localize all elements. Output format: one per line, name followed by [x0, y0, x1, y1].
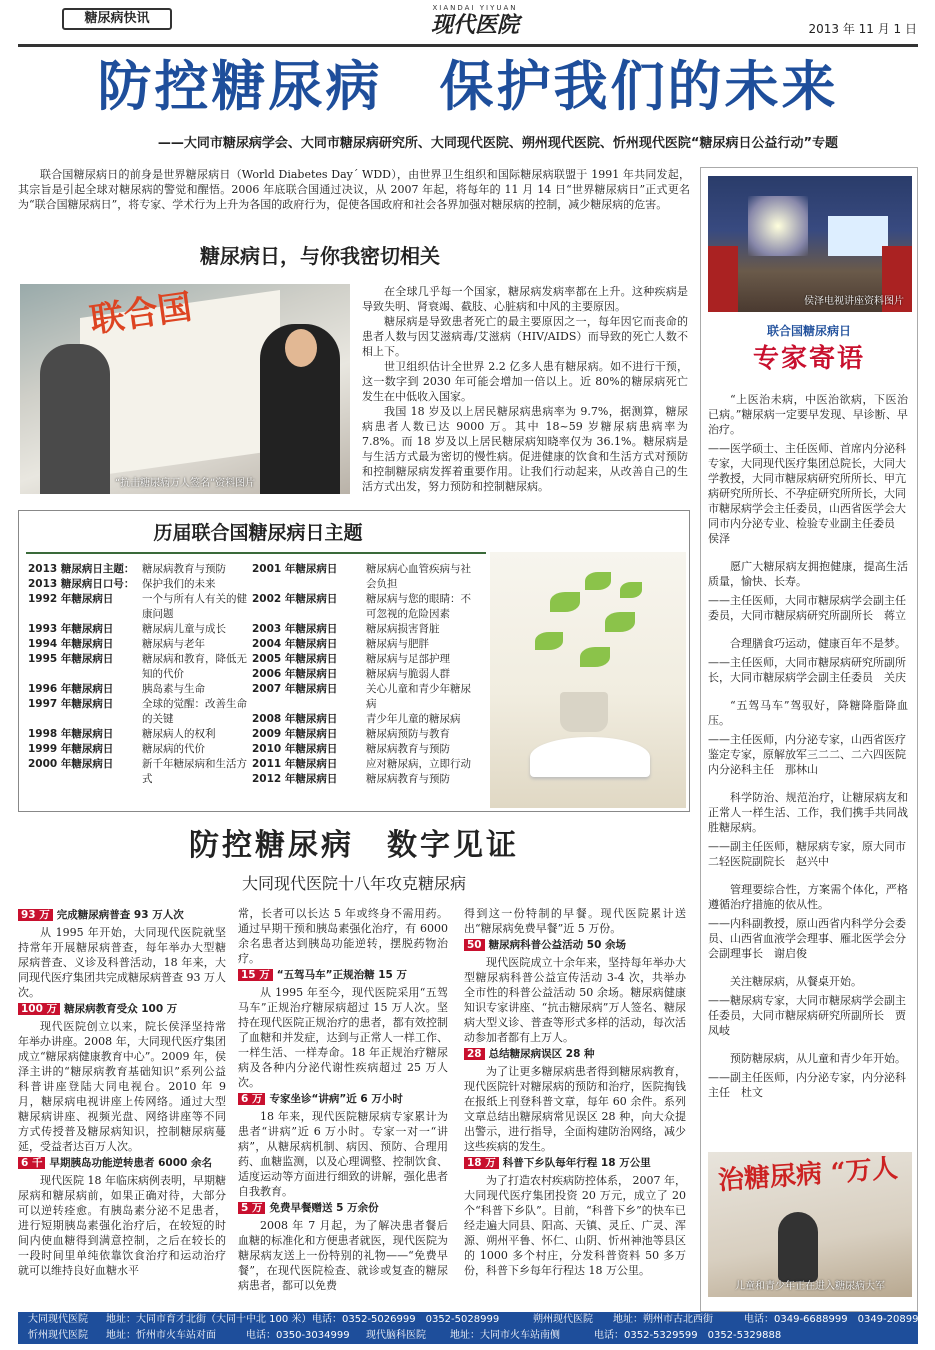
plant-leaf	[585, 572, 611, 590]
section1-paragraph: 世卫组织估计全世界 2.2 亿多人患有糖尿病。如不进行干预，这一数字到 2030 年可能会增加一倍以上。近 80%的糖尿病死亡发生在中低收入国家。	[362, 360, 688, 403]
theme-year: 2004 年糖尿病日	[252, 638, 338, 650]
plant-pot	[560, 692, 608, 732]
stat-heading	[464, 1047, 686, 1062]
quote-text: 管理要综合性，方案需个体化，严格遵循治疗措施的依从性。	[708, 883, 908, 911]
theme-row	[252, 667, 487, 682]
theme-text: 关心儿童和青少年糖尿病	[366, 683, 471, 710]
theme-year: 1995 年糖尿病日	[28, 653, 114, 665]
photo-caption: 侯泽电视讲座资料图片	[804, 296, 904, 307]
theme-year: 2010 年糖尿病日	[252, 743, 338, 755]
quote-signature: ——主任医师，大同市糖尿病研究所副所长，大同市糖尿病学会副主任委员 关庆	[708, 656, 906, 684]
quote-signature: ——糖尿病专家，大同市糖尿病学会副主任委员，大同市糖尿病研究所副所长 贾凤岐	[708, 994, 906, 1037]
quote-signature: ——副主任医师，内分泌专家，内分泌科主任 杜文	[708, 1071, 906, 1099]
quote-text: 预防糖尿病，从儿童和青少年开始。	[730, 1052, 906, 1065]
stat-body: 现代医院创立以来，院长侯泽坚持常年举办讲座。2008 年，大同现代医疗集团成立“糖尿病健康教育中心”。2009 年，侯泽主讲的“糖尿病教育基础知识”系列公益科普讲座登陆大同电视台。2010 年 9 月，糖尿病电视讲座上传网络。通过大型糖尿病讲座、视频光盘、网络讲座等不同方式传授普及糖尿病知识，控制糖尿病蔓延，受益者达百万人次。	[18, 1020, 226, 1153]
expert-quotes	[708, 392, 908, 1100]
stat-heading-text: 总结糖尿病误区 28 种	[488, 1048, 595, 1060]
stat-badge: 6 万	[238, 1093, 265, 1105]
theme-row	[28, 622, 258, 637]
quote-signature: ——主任医师，内分泌专家，山西省医疗鉴定专家，原解放军三二二、二六四医院内分泌科主任 那林山	[708, 733, 906, 776]
issue-date: 2013 年 11 月 1 日	[808, 22, 917, 36]
quote-text: “五驾马车”驾驭好，降糖降脂降血压。	[708, 699, 908, 727]
stat-badge: 28	[464, 1048, 485, 1060]
theme-text: 糖尿病心血管疾病与社会负担	[366, 563, 471, 590]
theme-text: 保护我们的未来	[142, 578, 216, 590]
page-subline: ——大同市糖尿病学会、大同市糖尿病研究所、大同现代医院、朔州现代医院、忻州现代医院“糖尿病日公益行动”专题	[157, 136, 838, 151]
plant-leaf	[535, 632, 563, 650]
theme-year: 2011 年糖尿病日	[252, 758, 338, 770]
theme-row	[252, 712, 487, 727]
theme-text: 糖尿病与足部护理	[366, 653, 450, 665]
hospital-phone: 电话：0350-3034999	[246, 1330, 350, 1341]
theme-row	[28, 577, 258, 592]
projection-screen	[828, 216, 888, 256]
quote-text: 合理膳食巧运动，健康百年不是梦。	[730, 637, 906, 650]
theme-text: 糖尿病教育与预防	[366, 743, 450, 755]
intro-text: 联合国糖尿病日的前身是世界糖尿病日（World Diabetes Day´ WDD），由世界卫生组织和国际糖尿病联盟于 1991 年共同发起，其宗旨是引起全球对糖尿病的警觉和醒悟。2006 年底联合国通过决议，从 2007 年起，将每年的 11 月 14 日“世界糖尿病日”正式更名为“联合国糖尿病日”，将专家、学术行为上升为各国的政府行为，促使各国政府和社会各界加强对糖尿病的控制，减少糖尿病的危害。	[18, 168, 690, 211]
sidebar-kicker: 联合国糖尿病日	[766, 324, 851, 338]
stat-heading	[18, 908, 226, 923]
photo-caption: 儿童和青少年正在进入糖尿病大军	[735, 1281, 885, 1292]
stat-body: 18 年来，现代医院糖尿病专家累计为患者“讲病”近 6 万小时。专家一对一“讲病”，从糖尿病机制、病因、预防、合理用药、血糖监测，以及心理调整、控制饮食、适度运动等方面进行细致的讲解，强化患者自我教育。	[238, 1110, 448, 1198]
stat-heading	[238, 968, 448, 983]
theme-text: 糖尿病与您的眼睛：不可忽视的危险因素	[366, 593, 471, 620]
quote-signature: ——医学硕士、主任医师、首席内分泌科专家，大同现代医疗集团总院长，大同大学教授，大同市糖尿病研究所所长、甲亢病研究所所长、不孕症研究所所长，大同市糖尿病学会主任委员，山西省医学会大同市内分泌专业、检验专业副主任委员 侯泽	[708, 442, 906, 545]
banner-text: 治糖尿病 “万人	[717, 1153, 899, 1197]
plant-leaf	[620, 582, 642, 598]
theme-text: 糖尿病和教育，降低无知的代价	[142, 653, 247, 680]
hospital-address: 地址：大同市育才北街（大同十中北 100 米）	[106, 1314, 312, 1325]
theme-text: 全球的觉醒：改善生命的关键	[142, 698, 247, 725]
stat-body: 为了让更多糖尿病患者得到糖尿病教育，现代医院针对糖尿病的预防和治疗，医院掏钱在报纸上刊登科普文章，每年 60 余件。系列文章总结出糖尿病常见误区 28 种，向大众提出警示，进行指导，全面构建防治网络，减少这些疾病的发生。	[464, 1065, 686, 1153]
theme-year: 1998 年糖尿病日	[28, 728, 114, 740]
theme-row	[28, 637, 258, 652]
theme-year: 2013 糖尿病日口号：	[28, 578, 135, 590]
theme-year: 2002 年糖尿病日	[252, 593, 338, 605]
themes-rule	[26, 552, 486, 554]
theme-text: 糖尿病与老年	[142, 638, 205, 650]
stat-badge: 93 万	[18, 909, 53, 921]
theme-row	[252, 592, 487, 622]
plant-leaf	[550, 592, 580, 612]
person-face	[285, 329, 317, 367]
quote-text: “上医治未病，中医治欲病，下医治已病。”糖尿病一定要早发现、早诊断、早治疗。	[708, 393, 908, 436]
quote-signature: ——主任医师，大同市糖尿病学会副主任委员，大同市糖尿病研究所副所长 蒋立	[708, 594, 906, 622]
theme-row	[28, 727, 258, 742]
hospital-name: 朔州现代医院	[533, 1314, 593, 1325]
hospital-address: 地址：忻州市火车站对面	[106, 1330, 216, 1341]
stats-column-b	[238, 906, 448, 1293]
theme-row	[252, 772, 487, 787]
stat-body: 现代医院成立十余年来，坚持每年举办大型糖尿病科普公益宣传活动 3-4 次，共举办全市性的科普公益活动 50 余场。糖尿病健康知识专家讲座、“抗击糖尿病”万人签名、糖尿病大型义诊、普查等形式多样的活动，每次活动参加者都有上万人。	[464, 956, 686, 1044]
theme-text: 青少年儿童的糖尿病	[366, 713, 461, 725]
theme-text: 糖尿病的代价	[142, 743, 205, 755]
stat-heading	[464, 938, 686, 953]
theme-row	[252, 742, 487, 757]
masthead-pinyin: XIANDAI YIYUAN	[432, 4, 518, 12]
section-tag: 糖尿病快讯	[62, 8, 172, 30]
theme-text: 糖尿病人的权利	[142, 728, 216, 740]
banner-text: 联合国	[87, 287, 195, 341]
theme-year: 1992 年糖尿病日	[28, 593, 114, 605]
hospital-phone: 电话：0352-5329599 0352-5329888	[594, 1330, 782, 1341]
stat-badge: 15 万	[238, 969, 273, 981]
section1-paragraph: 我国 18 岁及以上居民糖尿病患病率为 9.7%，据测算，糖尿病患者人数已达 9000 万。其中 18~59 岁糖尿病患病率为 7.8%。而 18 岁及以上居民糖尿病知晓率仅为 36.1%。糖尿病是与生活方式最为密切的慢性病。促进健康的饮食和生活方式对预防和控制糖尿病发挥着重要作用。让我们行动起来，从改善自己的生活方式出发，努力预防和控制糖尿病。	[362, 405, 688, 493]
stats-column-c	[464, 906, 686, 1278]
footer-contacts	[18, 1312, 932, 1344]
theme-year: 1997 年糖尿病日	[28, 698, 114, 710]
stat-heading-text: 糖尿病科普公益活动 50 余场	[488, 939, 627, 951]
stat-heading-text: 免费早餐赠送 5 万余份	[269, 1202, 379, 1214]
signature-photo	[20, 284, 350, 494]
theme-row	[28, 742, 258, 757]
stat-heading-text: 早期胰岛功能逆转患者 6000 余名	[49, 1157, 213, 1169]
hospital-name: 大同现代医院	[28, 1314, 88, 1325]
section2-subtitle: 大同现代医院十八年攻克糖尿病	[241, 874, 466, 893]
theme-row	[252, 727, 487, 742]
theme-text: 糖尿病预防与教育	[366, 728, 450, 740]
stat-heading	[464, 1156, 686, 1171]
theme-year: 2013 糖尿病日主题：	[28, 563, 135, 575]
stat-badge: 6 千	[18, 1157, 45, 1169]
theme-year: 2000 年糖尿病日	[28, 758, 114, 770]
theme-text: 一个与所有人有关的健康问题	[142, 593, 247, 620]
plant-leaf	[580, 647, 610, 667]
theme-year: 2006 年糖尿病日	[252, 668, 338, 680]
quote-text: 愿广大糖尿病友拥抱健康，提高生活质量，愉快、长寿。	[708, 560, 908, 588]
theme-row	[252, 622, 487, 637]
theme-year: 2009 年糖尿病日	[252, 728, 338, 740]
hospital-address: 地址：大同市火车站南侧	[450, 1330, 560, 1341]
theme-text: 糖尿病教育与预防	[142, 563, 226, 575]
theme-year: 1994 年糖尿病日	[28, 638, 114, 650]
child-figure	[778, 1212, 818, 1282]
stat-body: 从 1995 年至今，现代医院采用“五驾马车”正规治疗糖尿病超过 15 万人次。坚持在现代医院正规治疗的患者，都有效控制了血糖和并发症，达到与正常人一样工作、一样生活、一样寿命。18 年正规治疗糖尿病及各种内分泌代谢性疾病超过 25 万人次。	[238, 986, 448, 1089]
hospital-phone: 电话：0352-5026999 0352-5028999	[312, 1314, 500, 1325]
theme-row	[252, 562, 487, 592]
quote-signature: ——副主任医师，糖尿病专家，原大同市二轻医院副院长 赵兴中	[708, 840, 906, 868]
theme-text: 糖尿病教育与预防	[366, 773, 450, 785]
stat-badge: 50	[464, 939, 485, 951]
theme-text: 糖尿病与脆弱人群	[366, 668, 450, 680]
stat-badge: 18 万	[464, 1157, 499, 1169]
theme-row	[28, 757, 258, 787]
theme-year: 2008 年糖尿病日	[252, 713, 338, 725]
section2-title: 防控糖尿病 数字见证	[189, 828, 519, 863]
theme-text: 胰岛素与生命	[142, 683, 205, 695]
hospital-name: 现代脑科医院	[366, 1330, 426, 1341]
stat-heading	[18, 1156, 226, 1171]
section1-body	[362, 284, 688, 494]
theme-year: 1993 年糖尿病日	[28, 623, 114, 635]
stat-heading-text: 专家坐诊“讲病”近 6 万小时	[269, 1093, 403, 1105]
stat-body: 为了打造农村疾病防控体系， 2007 年，大同现代医疗集团投资 20 万元，成立了 20 个“科普下乡队”。目前，“科普下乡”的快车已经走遍大同县、阳高、天镇、灵丘、广灵、浑源、朔州平鲁、怀仁、山阴、忻州神池等县区的 1000 多个村庄，分发科普资料 50 多万份，科普下乡每年行程达 18 万公里。	[464, 1174, 686, 1277]
theme-text: 糖尿病儿童与成长	[142, 623, 226, 635]
plant-book-photo	[490, 552, 686, 808]
themes-title: 历届联合国糖尿病日主题	[153, 522, 363, 544]
theme-text: 糖尿病损害肾脏	[366, 623, 440, 635]
theme-year: 2005 年糖尿病日	[252, 653, 338, 665]
open-book	[530, 737, 650, 777]
hospital-address: 地址：朔州市古北西街	[613, 1314, 713, 1325]
section1-paragraph: 在全球几乎每一个国家，糖尿病发病率都在上升。这种疾病是导致失明、肾衰竭、截肢、心脏病和中风的主要原因。	[362, 285, 688, 313]
plant-leaf	[605, 612, 635, 632]
youth-photo	[708, 1152, 912, 1297]
stat-body: 现代医院 18 年临床病例表明，早期糖尿病和糖尿病前，如果正确对待，大部分可以逆转痊愈。有胰岛素分泌不足患者，进行短期胰岛素强化治疗后，在较短的时间内使血糖得到满意控制，之后在较长的一段时间里单纯依靠饮食治疗和运动治疗就可以维持良好血糖水平	[18, 1174, 226, 1277]
theme-year: 2007 年糖尿病日	[252, 683, 338, 695]
intro-paragraph	[18, 167, 690, 212]
stat-heading-text: 科普下乡队每年行程 18 万公里	[502, 1157, 651, 1169]
masthead-logo	[400, 4, 550, 38]
stat-body: 2008 年 7 月起，为了解决患者餐后血糖的标准化和方便患者就医，现代医院为糖尿病友送上一份特别的礼物——“免费早餐”，在现代医院检查、就诊或复查的糖尿病患者，都可以免费	[238, 1219, 448, 1292]
theme-year: 1996 年糖尿病日	[28, 683, 114, 695]
theme-row	[28, 652, 258, 682]
sidebar-title: 专家寄语	[752, 344, 865, 374]
stage-light	[748, 196, 808, 256]
theme-row	[252, 637, 487, 652]
stat-badge: 100 万	[18, 1003, 60, 1015]
hospital-phone: 电话：0349-6688999 0349-2089999	[744, 1314, 932, 1325]
theme-year: 2012 年糖尿病日	[252, 773, 338, 785]
photo-caption: “抗击糖尿病万人签名”资料图片	[114, 478, 256, 489]
masthead-name: 现代医院	[430, 12, 519, 38]
page-headline: 防控糖尿病 保护我们的未来	[97, 55, 839, 118]
theme-row	[252, 652, 487, 667]
stat-heading-text: 糖尿病教育受众 100 万	[64, 1003, 178, 1015]
theme-year: 1999 年糖尿病日	[28, 743, 114, 755]
stat-body: 得到这一份特制的早餐。现代医院累计送出“糖尿病免费早餐”近 5 万份。	[464, 907, 686, 935]
stat-heading	[238, 1092, 448, 1107]
theme-row	[28, 562, 258, 577]
header-rule	[18, 44, 918, 47]
stat-heading	[18, 1002, 226, 1017]
quote-text: 关注糖尿病，从餐桌开始。	[730, 975, 862, 988]
lecture-photo	[708, 176, 912, 312]
theme-year: 2003 年糖尿病日	[252, 623, 338, 635]
theme-row	[252, 682, 487, 712]
stat-body: 常，长者可以长达 5 年或终身不需用药。通过早期干预和胰岛素强化治疗，有 6000 余名患者达到胰岛功能逆转，摆脱药物治疗。	[238, 907, 448, 965]
person-signing	[40, 344, 110, 494]
quote-text: 科学防治、规范治疗，让糖尿病友和正常人一样生活、工作，我们携手共同战胜糖尿病。	[708, 791, 908, 834]
stat-heading-text: 完成糖尿病普查 93 万人次	[56, 909, 184, 921]
themes-list-right	[252, 562, 487, 787]
section1-paragraph: 糖尿病是导致患者死亡的最主要原因之一，每年因它而丧命的患者人数与因艾滋病毒/艾滋病（HIV/AIDS）而导致的死亡人数不相上下。	[362, 315, 688, 358]
theme-text: 应对糖尿病，立即行动	[366, 758, 471, 770]
quote-signature: ——内科副教授，原山西省内科学分会委员、山西省血液学会理事、雁北医学会分会副理事长 谢启俊	[708, 917, 906, 960]
stat-heading-text: “五驾马车”正规治糖 15 万	[276, 969, 408, 981]
theme-text: 糖尿病与肥胖	[366, 638, 429, 650]
hospital-name: 忻州现代医院	[28, 1330, 88, 1341]
theme-row	[28, 682, 258, 697]
stat-badge: 5 万	[238, 1202, 265, 1214]
section1-title: 糖尿病日，与你我密切相关	[200, 244, 440, 268]
theme-row	[252, 757, 487, 772]
stat-body: 从 1995 年开始，大同现代医院就坚持常年开展糖尿病普查，每年举办大型糖尿病普查、义诊及科普活动，18 年来，大同现代医疗集团共完成糖尿病普查 93 万人次。	[18, 926, 226, 999]
stat-heading	[238, 1201, 448, 1216]
theme-text: 新千年糖尿病和生活方式	[142, 758, 247, 785]
theme-row	[28, 697, 258, 727]
theme-row	[28, 592, 258, 622]
themes-list-left	[28, 562, 258, 787]
theme-year: 2001 年糖尿病日	[252, 563, 338, 575]
stats-column-a	[18, 906, 226, 1278]
